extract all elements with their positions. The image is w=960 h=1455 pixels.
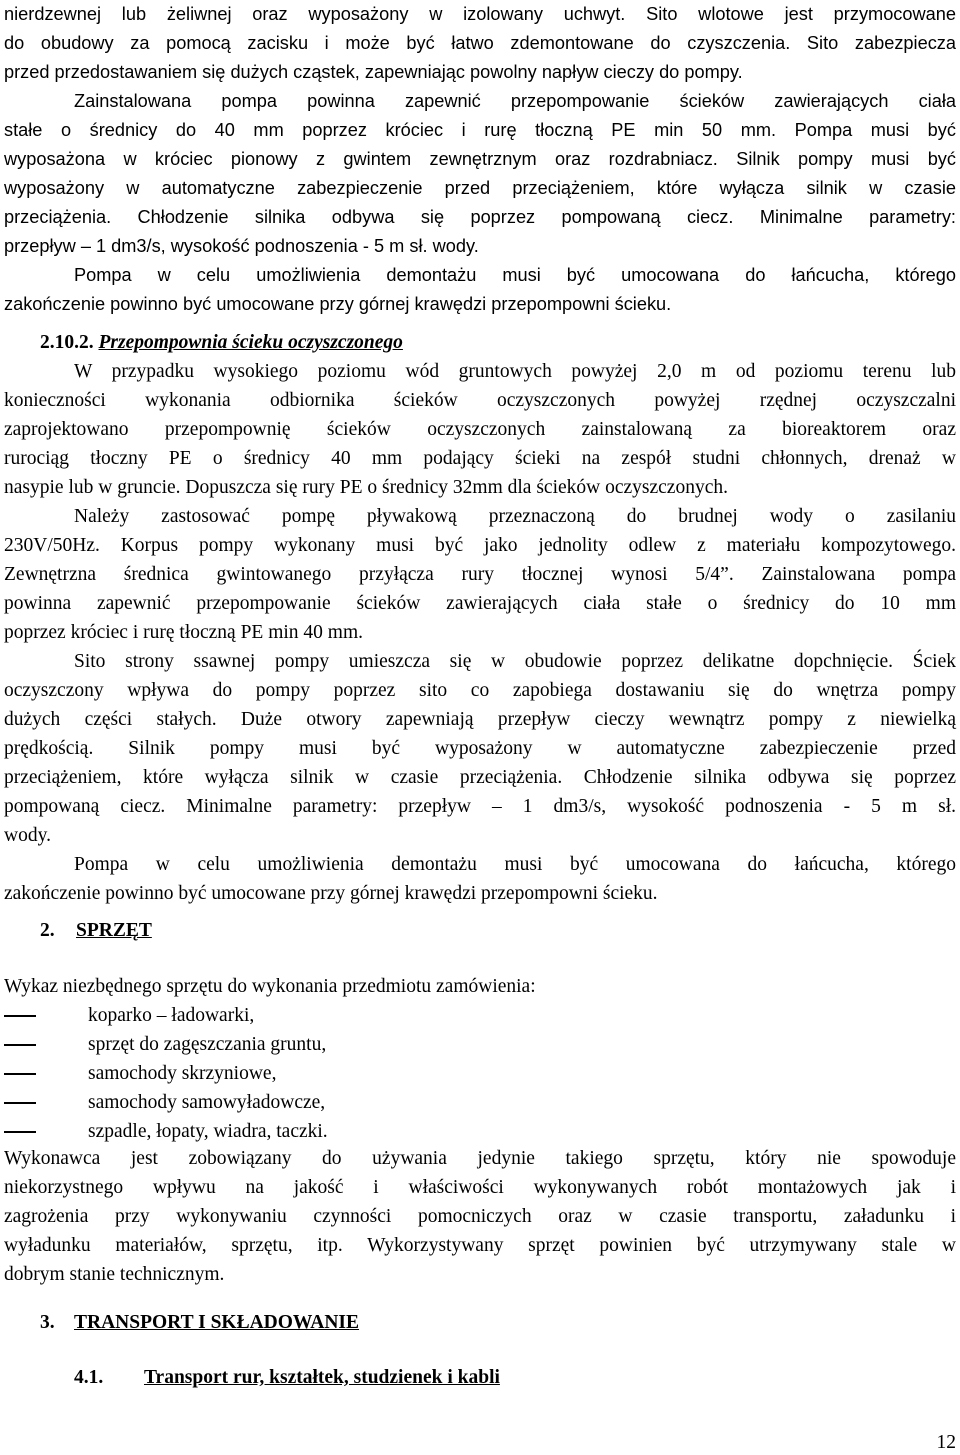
text-line: W przypadku wysokiego poziomu wód gruntowych powyżej 2,0 m od poziomu terenu lub [74, 361, 956, 382]
text-line: zakończenie powinno być umocowane przy górnej krawędzi przepompowni ścieku. [4, 294, 672, 314]
text-line: zaprojektowano przepompownię ścieków oczyszczonych zainstalowaną za bioreaktorem oraz [4, 419, 956, 440]
text-line: Zainstalowana pompa powinna zapewnić przepompowanie ścieków zawierających ciała [74, 91, 956, 111]
list-item-label: sprzęt do zagęszczania gruntu, [88, 1034, 327, 1055]
list-item-label: samochody samowyładowcze, [88, 1092, 326, 1113]
section-title-transport-pipes: Transport rur, kształtek, studzienek i kabli [144, 1367, 500, 1388]
text-line: poprzez króciec i rurę tłoczną PE min 40 mm. [4, 622, 363, 643]
text-line: wody. [4, 825, 51, 846]
text-line: 230V/50Hz. Korpus pompy wykonany musi być jako jednolity odlew z materiału kompozytowego. [4, 535, 956, 556]
text-line: wyładunku materiałów, sprzętu, itp. Wykorzystywany sprzęt powinien być utrzymywany stale w [4, 1235, 956, 1256]
text-line: Pompa w celu umożliwienia demontażu musi być umocowana do łańcucha, którego [74, 854, 956, 875]
text-line: zakończenie powinno być umocowane przy górnej krawędzi przepompowni ścieku. [4, 883, 658, 904]
section-number: 4.1. [74, 1367, 104, 1388]
dash-bullet-icon [4, 1102, 36, 1104]
text-line: przepływ – 1 dm3/s, wysokość podnoszenia - 5 m sł. wody. [4, 236, 479, 256]
dash-bullet-icon [4, 1073, 36, 1075]
section-title-equipment: SPRZĘT [76, 920, 152, 941]
paragraph-pump-intake [4, 0, 956, 319]
text-line: nasypie lub w gruncie. Dopuszcza się rury PE o średnicy 32mm dla ścieków oczyszczonych. [4, 477, 728, 498]
section-title: Przepompownia ścieku oczyszczonego [98, 332, 403, 353]
section-number: 2. [40, 920, 55, 941]
dash-bullet-icon [4, 1044, 36, 1046]
text-line: Sito strony ssawnej pompy umieszcza się w obudowie poprzez delikatne dopchnięcie. Ściek [74, 651, 956, 672]
text-line: wyposażona w króciec pionowy z gwintem zewnętrznym oraz rozdrabniacz. Silnik pompy musi być [4, 149, 956, 169]
text-line: rurociąg tłoczny PE o średnicy 40 mm podający ścieki na zespół studni chłonnych, drenaż w [4, 448, 956, 469]
section-title-transport: TRANSPORT I SKŁADOWANIE [74, 1312, 360, 1333]
section-heading [4, 328, 956, 357]
section-number: 3. [40, 1312, 55, 1333]
dash-bullet-icon [4, 1131, 36, 1133]
text-line: Wykaz niezbędnego sprzętu do wykonania przedmiotu zamówienia: [4, 976, 536, 997]
text-line: przeciążenia. Chłodzenie silnika odbywa się poprzez pompowaną ciecz. Minimalne parametry: [4, 207, 956, 227]
text-line: Pompa w celu umożliwienia demontażu musi być umocowana do łańcucha, którego [74, 265, 956, 285]
page-number: 12 [936, 1432, 956, 1453]
text-line: przeciążeniem, które wyłącza silnik w czasie przeciążenia. Chłodzenie silnika odbywa się poprzez [4, 767, 956, 788]
text-line: niekorzystnego wpływu na jakość i właściwości wykonywanych robót montażowych jak i [4, 1177, 956, 1198]
list-item-label: koparko – ładowarki, [88, 1005, 255, 1026]
list-item-label: samochody skrzyniowe, [88, 1063, 277, 1084]
text-line: stałe o średnicy do 40 mm poprzez króciec i rurę tłoczną PE min 50 mm. Pompa musi być [4, 120, 956, 140]
text-line: konieczności wykonania odbiornika ścieków oczyszczonych powyżej rzędnej oczyszczalni [4, 390, 956, 411]
text-line: prędkością. Silnik pompy musi być wyposażony w automatyczne zabezpieczenie przed [4, 738, 956, 759]
text-line: dużych części stałych. Duże otwory zapewniają przepływ cieczy wewnątrz pompy z niewielką [4, 709, 956, 730]
list-item-label: szpadle, łopaty, wiadra, taczki. [88, 1121, 328, 1142]
text-line: pompowaną ciecz. Minimalne parametry: przepływ – 1 dm3/s, wysokość podnoszenia - 5 m sł. [4, 796, 956, 817]
dash-bullet-icon [4, 1015, 36, 1017]
text-line: powinna zapewnić przepompowanie ścieków zawierających ciała stałe o średnicy do 10 mm [4, 593, 956, 614]
text-line: zagrożenia przy wykonywaniu czynności pomocniczych oraz w czasie transportu, załadunku i [4, 1206, 956, 1227]
section-number: 2.10.2. [40, 332, 94, 353]
equipment-intro [4, 972, 956, 1001]
text-line: wyposażony w automatyczne zabezpieczenie przed przeciążeniem, które wyłącza silnik w czasie [4, 178, 956, 198]
text-line: dobrym stanie technicznym. [4, 1264, 225, 1285]
text-line: Zewnętrzna średnica gwintowanego przyłącza rury tłocznej wynosi 5/4”. Zainstalowana pompa [4, 564, 956, 585]
text-line: oczyszczony wpływa do pompy poprzez sito co zapobiega dostawaniu się do wnętrza pompy [4, 680, 956, 701]
text-line: Wykonawca jest zobowiązany do używania jedynie takiego sprzętu, który nie spowoduje [4, 1148, 956, 1169]
text-line: Należy zastosować pompę pływakową przeznaczoną do brudnej wody o zasilaniu [74, 506, 956, 527]
text-line: do obudowy za pomocą zacisku i może być łatwo zdemontowane do czyszczenia. Sito zabezpiecza [4, 33, 956, 53]
paragraph-equipment-requirements [4, 1144, 956, 1289]
text-line: nierdzewnej lub żeliwnej oraz wyposażony w izolowany uchwyt. Sito wlotowe jest przymocowane [4, 4, 956, 24]
section-2-10-2 [4, 328, 956, 908]
text-line: przed przedostawaniem się dużych cząstek, zapewniając powolny napływ cieczy do pompy. [4, 62, 743, 82]
